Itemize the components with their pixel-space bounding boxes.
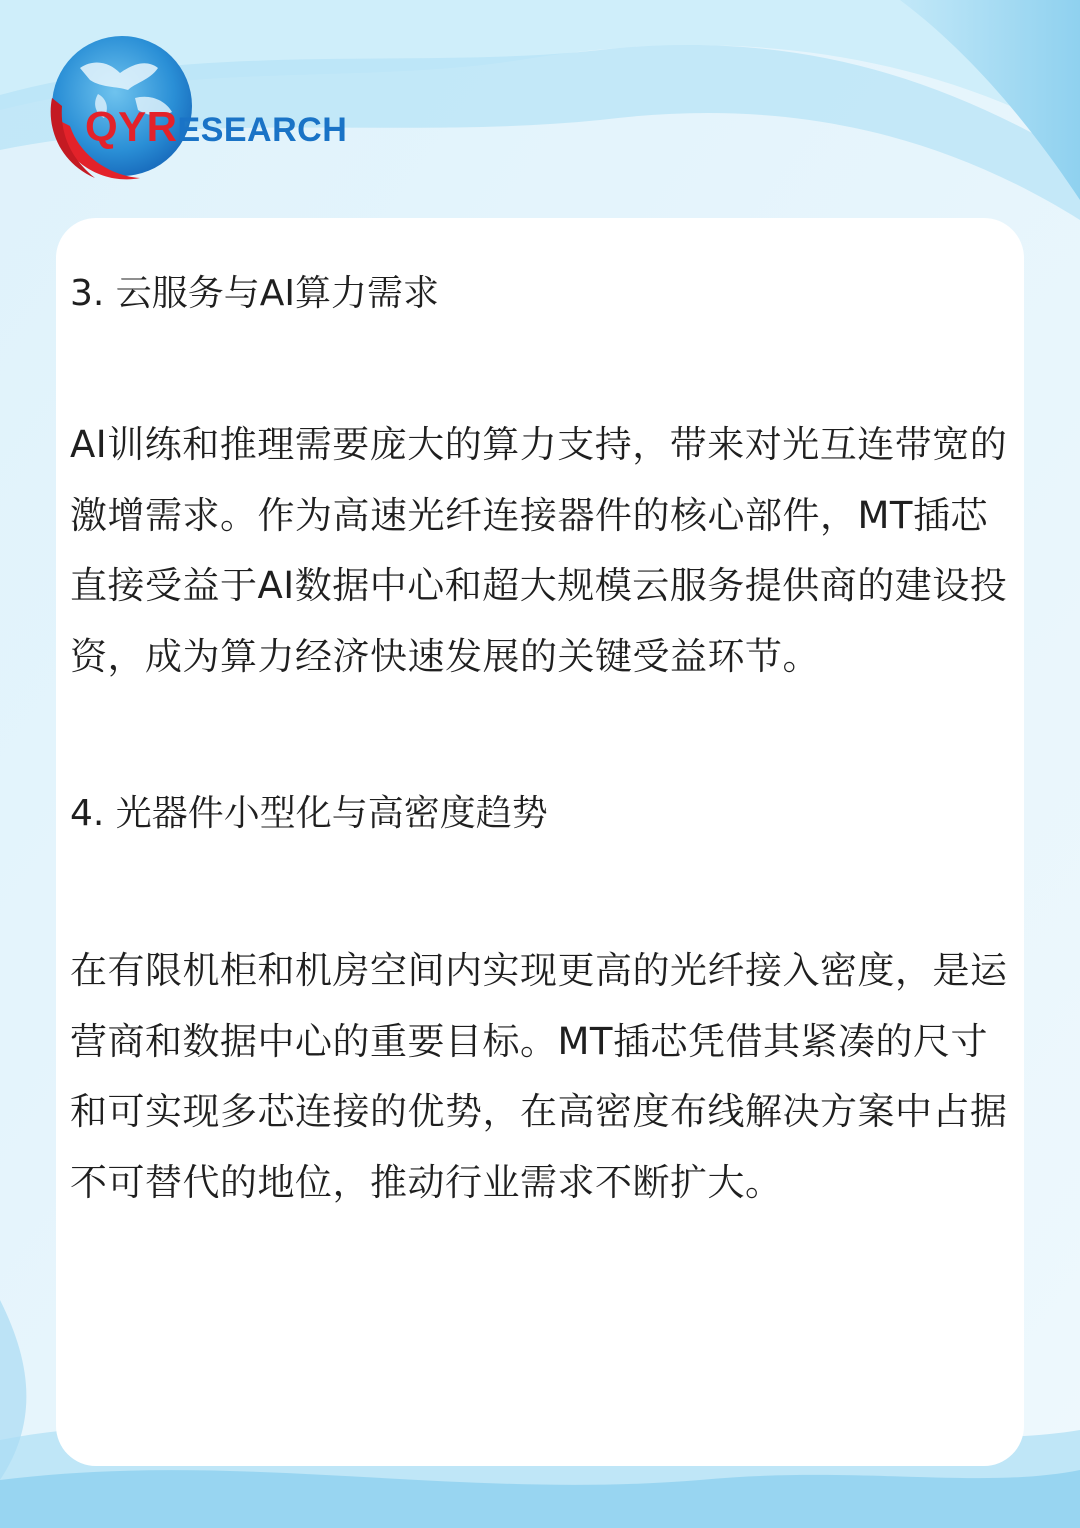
content-card — [56, 218, 1024, 1466]
section-heading-4: 4. 光器件小型化与高密度趋势 — [70, 793, 548, 834]
section-paragraph-3: AI训练和推理需要庞大的算力支持，带来对光互连带宽的激增需求。作为高速光纤连接器件的核心部件，MT插芯直接受益于AI数据中心和超大规模云服务提供商的建设投资，成为算力经济快速发展的关键受益环节。 — [70, 423, 1008, 678]
section-heading-3: 3. 云服务与AI算力需求 — [70, 273, 440, 314]
logo-prefix: QYR — [85, 103, 178, 150]
logo-suffix: ESEARCH — [177, 111, 348, 149]
section-paragraph-4: 在有限机柜和机房空间内实现更高的光纤接入密度，是运营商和数据中心的重要目标。MT插芯凭借其紧凑的尺寸和可实现多芯连接的优势，在高密度布线解决方案中占据不可替代的地位，推动行业需求不断扩大。 — [70, 949, 1008, 1204]
logo-wordmark — [85, 103, 347, 151]
